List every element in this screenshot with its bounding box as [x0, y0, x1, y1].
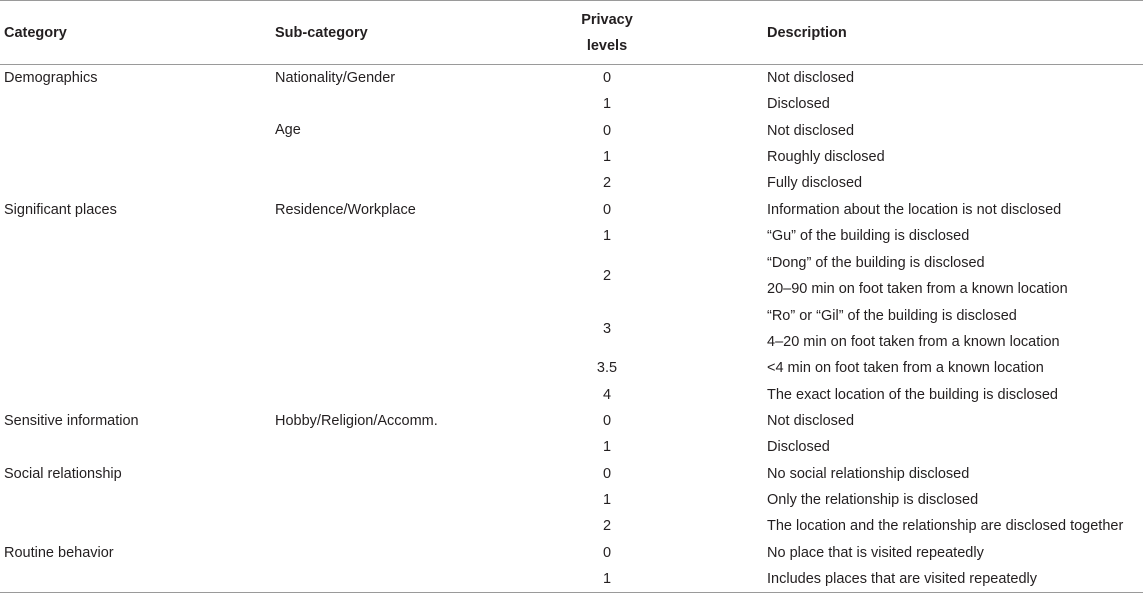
cell-subcategory — [271, 302, 576, 355]
cell-description: Not disclosed — [767, 122, 855, 139]
cell-privacy-level: 0 — [602, 70, 612, 86]
cell-category — [0, 249, 271, 302]
cell-subcategory — [271, 434, 576, 460]
cell-description — [638, 249, 1143, 302]
cell-category: Demographics — [4, 70, 98, 86]
cell-description-line1: “Dong” of the building is disclosed — [767, 254, 985, 271]
table-row — [0, 91, 1143, 117]
cell-description-line1: “Ro” or “Gil” of the building is disclosed — [767, 307, 1017, 324]
cell-category — [0, 302, 271, 355]
cell-subcategory — [271, 144, 576, 170]
cell-subcategory — [271, 513, 576, 539]
cell-description: Not disclosed — [767, 412, 855, 429]
cell-privacy-level: 1 — [602, 148, 612, 165]
table-row — [0, 461, 1143, 487]
table-row — [0, 144, 1143, 170]
cell-privacy-level: 3.5 — [596, 360, 618, 377]
cell-privacy-level: 1 — [602, 228, 612, 245]
table-row — [0, 566, 1143, 593]
cell-category — [0, 381, 271, 407]
cell-category — [0, 91, 271, 117]
table-row — [0, 408, 1143, 434]
cell-privacy-level: 2 — [602, 267, 612, 284]
cell-privacy-level: 0 — [602, 412, 612, 429]
cell-description: Not disclosed — [767, 70, 855, 86]
table-row — [0, 117, 1143, 143]
cell-category — [0, 144, 271, 170]
table-row — [0, 487, 1143, 513]
cell-subcategory — [271, 566, 576, 593]
cell-category: Routine behavior — [4, 544, 114, 561]
cell-description: “Gu” of the building is disclosed — [767, 228, 970, 245]
table-row — [0, 302, 1143, 355]
cell-category: Significant places — [4, 201, 117, 218]
cell-description: Fully disclosed — [767, 175, 863, 192]
header-row — [0, 1, 1143, 65]
cell-description: The location and the relationship are disclosed together — [767, 518, 1124, 535]
header-description: Description — [638, 1, 1143, 65]
cell-description: Disclosed — [767, 439, 830, 456]
cell-privacy-level: 1 — [602, 96, 612, 113]
cell-subcategory: Nationality/Gender — [275, 70, 396, 86]
cell-category: Sensitive information — [4, 412, 139, 429]
cell-subcategory — [271, 91, 576, 117]
cell-privacy-level: 1 — [602, 439, 612, 456]
cell-category — [0, 487, 271, 513]
cell-category — [0, 117, 271, 143]
header-privacy-levels — [576, 1, 638, 65]
cell-privacy-level: 0 — [602, 201, 612, 218]
cell-privacy-level: 0 — [602, 465, 612, 482]
table-body — [0, 65, 1143, 593]
header-category: Category — [0, 1, 271, 65]
table-row — [0, 355, 1143, 381]
cell-category — [0, 223, 271, 249]
cell-privacy-level: 1 — [602, 492, 612, 509]
cell-subcategory — [271, 381, 576, 407]
table-header — [0, 1, 1143, 65]
header-subcategory: Sub-category — [271, 1, 576, 65]
cell-category — [0, 355, 271, 381]
cell-subcategory: Hobby/Religion/Accomm. — [275, 412, 438, 429]
cell-description: The exact location of the building is disclosed — [767, 386, 1058, 403]
cell-privacy-level: 0 — [602, 544, 612, 561]
table-row — [0, 540, 1143, 566]
table-row — [0, 249, 1143, 302]
table-row — [0, 513, 1143, 539]
cell-privacy-level: 2 — [602, 175, 612, 192]
cell-subcategory — [271, 170, 576, 196]
cell-subcategory: Residence/Workplace — [275, 201, 416, 218]
cell-description — [638, 302, 1143, 355]
table-row — [0, 434, 1143, 460]
cell-description: Only the relationship is disclosed — [767, 492, 979, 509]
table-row — [0, 197, 1143, 223]
cell-subcategory — [271, 540, 576, 566]
cell-subcategory — [271, 249, 576, 302]
cell-privacy-level: 3 — [602, 320, 612, 337]
cell-description: <4 min on foot taken from a known location — [767, 360, 1044, 377]
cell-description-line2: 4–20 min on foot taken from a known location — [767, 333, 1060, 350]
cell-description: No social relationship disclosed — [767, 465, 970, 482]
cell-description: No place that is visited repeatedly — [767, 544, 984, 561]
cell-description: Disclosed — [767, 96, 830, 113]
cell-description-line2: 20–90 min on foot taken from a known location — [767, 280, 1068, 297]
cell-category — [0, 566, 271, 593]
cell-category: Social relationship — [4, 465, 122, 482]
table-row — [0, 381, 1143, 407]
cell-category — [0, 170, 271, 196]
cell-subcategory — [271, 223, 576, 249]
cell-description: Includes places that are visited repeatedly — [638, 566, 1143, 593]
cell-subcategory — [271, 355, 576, 381]
cell-subcategory — [271, 487, 576, 513]
table-row — [0, 223, 1143, 249]
cell-subcategory: Age — [275, 122, 301, 139]
cell-description: Information about the location is not disclosed — [767, 201, 1062, 218]
header-privacy-levels-line1: Privacy — [581, 11, 633, 28]
cell-privacy-level: 4 — [602, 386, 612, 403]
cell-category — [0, 434, 271, 460]
cell-privacy-level: 0 — [602, 122, 612, 139]
cell-subcategory — [271, 461, 576, 487]
cell-category — [0, 513, 271, 539]
table-row — [0, 170, 1143, 196]
table-row — [0, 65, 1143, 92]
cell-privacy-level: 2 — [602, 518, 612, 535]
cell-privacy-level: 1 — [576, 566, 638, 593]
header-privacy-levels-line2: levels — [586, 37, 628, 54]
cell-description: Roughly disclosed — [767, 148, 885, 165]
